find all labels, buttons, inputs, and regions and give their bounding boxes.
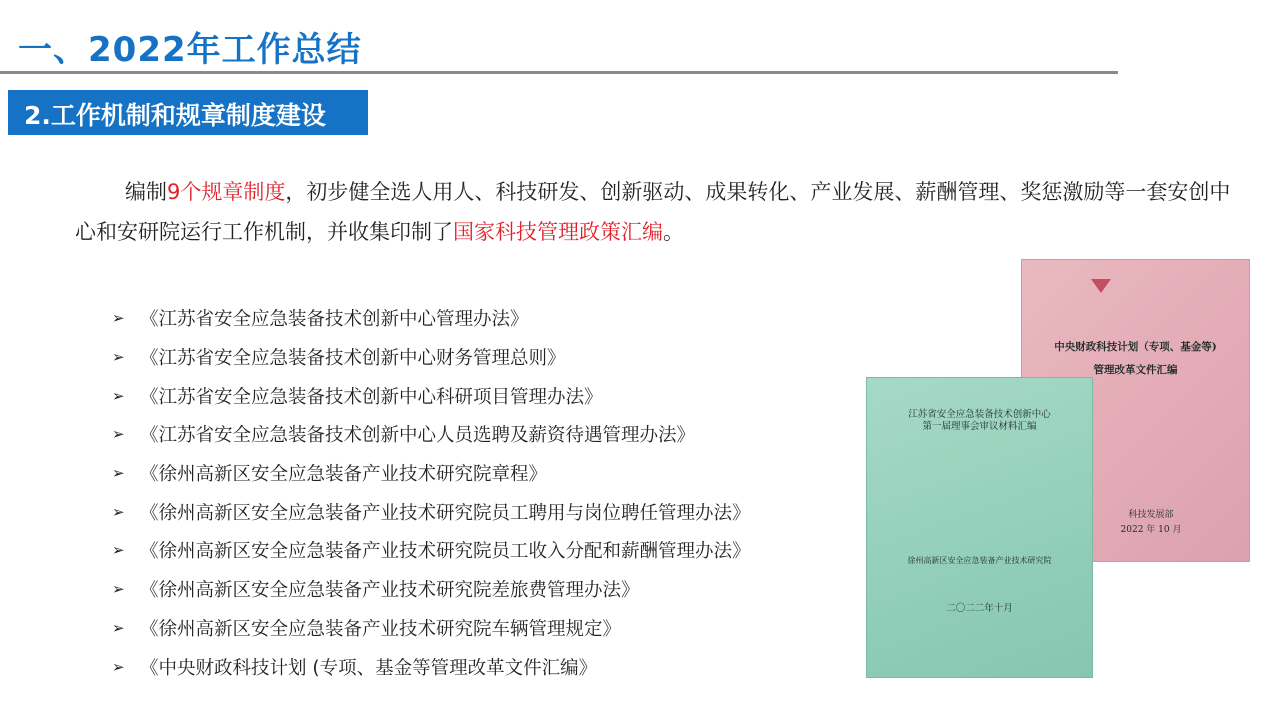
section-heading: 2.工作机制和规章制度建设 xyxy=(24,101,326,130)
list-item xyxy=(112,647,751,686)
list-item-text: 《江苏省安全应急装备技术创新中心管理办法》 xyxy=(140,309,529,331)
list-item-text: 《徐州高新区安全应急装备产业技术研究院差旅费管理办法》 xyxy=(140,580,640,602)
arrow-bullet-icon: ➢ xyxy=(112,425,125,444)
booklet-organization: 徐州高新区安全应急装备产业技术研究院 xyxy=(907,556,1052,565)
list-item xyxy=(112,338,751,377)
list-item-text: 《江苏省安全应急装备技术创新中心人员选聘及薪资待遇管理办法》 xyxy=(140,425,696,447)
list-item-text: 《中央财政科技计划 (专项、基金等管理改革文件汇编》 xyxy=(140,657,598,679)
green-booklet-photo xyxy=(867,378,1092,677)
list-item-text: 《徐州高新区安全应急装备产业技术研究院员工聘用与岗位聘任管理办法》 xyxy=(140,502,751,524)
intro-text-2: ，初步健全选人用人、科技研发、创新驱动、成果转化、产业发展、薪酬管理、奖惩激励等一套安创中心和安研院运行工作机制，并收集印制了 xyxy=(75,180,1231,244)
intro-paragraph xyxy=(75,172,1235,252)
list-item-text: 《徐州高新区安全应急装备产业技术研究院员工收入分配和薪酬管理办法》 xyxy=(140,541,751,563)
arrow-bullet-icon: ➢ xyxy=(112,618,125,637)
intro-text-3: 。 xyxy=(663,220,684,244)
list-item xyxy=(112,570,751,609)
booklet-department: 科技发展部 xyxy=(1128,510,1174,520)
booklet-date: 2022 年 10 月 xyxy=(1120,525,1182,535)
list-item xyxy=(112,609,751,648)
list-item xyxy=(112,415,751,454)
red-emblem-icon xyxy=(1091,279,1111,293)
intro-highlight-compilation: 国家科技管理政策汇编 xyxy=(453,220,663,244)
intro-highlight-count: 9个规章制度 xyxy=(167,180,286,204)
list-item-text: 《徐州高新区安全应急装备产业技术研究院车辆管理规定》 xyxy=(140,618,622,640)
list-item xyxy=(112,492,751,531)
arrow-bullet-icon: ➢ xyxy=(112,309,125,328)
arrow-bullet-icon: ➢ xyxy=(112,657,125,676)
booklet-date: 二〇二二年十月 xyxy=(946,603,1013,614)
booklet-title-line1: 中央财政科技计划（专项、基金等) xyxy=(1054,341,1217,353)
list-item xyxy=(112,376,751,415)
list-item xyxy=(112,299,751,338)
list-item-text: 《江苏省安全应急装备技术创新中心科研项目管理办法》 xyxy=(140,386,603,408)
list-item xyxy=(112,531,751,570)
arrow-bullet-icon: ➢ xyxy=(112,541,125,560)
arrow-bullet-icon: ➢ xyxy=(112,464,125,483)
title-divider xyxy=(0,71,1118,74)
arrow-bullet-icon: ➢ xyxy=(112,348,125,367)
intro-text-1: 编制 xyxy=(125,180,167,204)
page-title: 一、2022年工作总结 xyxy=(18,30,362,70)
booklet-title-line2: 第一届理事会审议材料汇编 xyxy=(922,421,1037,432)
list-item-text: 《徐州高新区安全应急装备产业技术研究院章程》 xyxy=(140,464,548,486)
arrow-bullet-icon: ➢ xyxy=(112,386,125,405)
list-item xyxy=(112,454,751,493)
booklet-title-line1: 江苏省安全应急装备技术创新中心 xyxy=(908,409,1051,420)
booklet-title-line2: 管理改革文件汇编 xyxy=(1093,364,1178,376)
arrow-bullet-icon: ➢ xyxy=(112,502,125,521)
list-item-text: 《江苏省安全应急装备技术创新中心财务管理总则》 xyxy=(140,348,566,370)
regulation-list xyxy=(112,299,751,686)
arrow-bullet-icon: ➢ xyxy=(112,580,125,599)
